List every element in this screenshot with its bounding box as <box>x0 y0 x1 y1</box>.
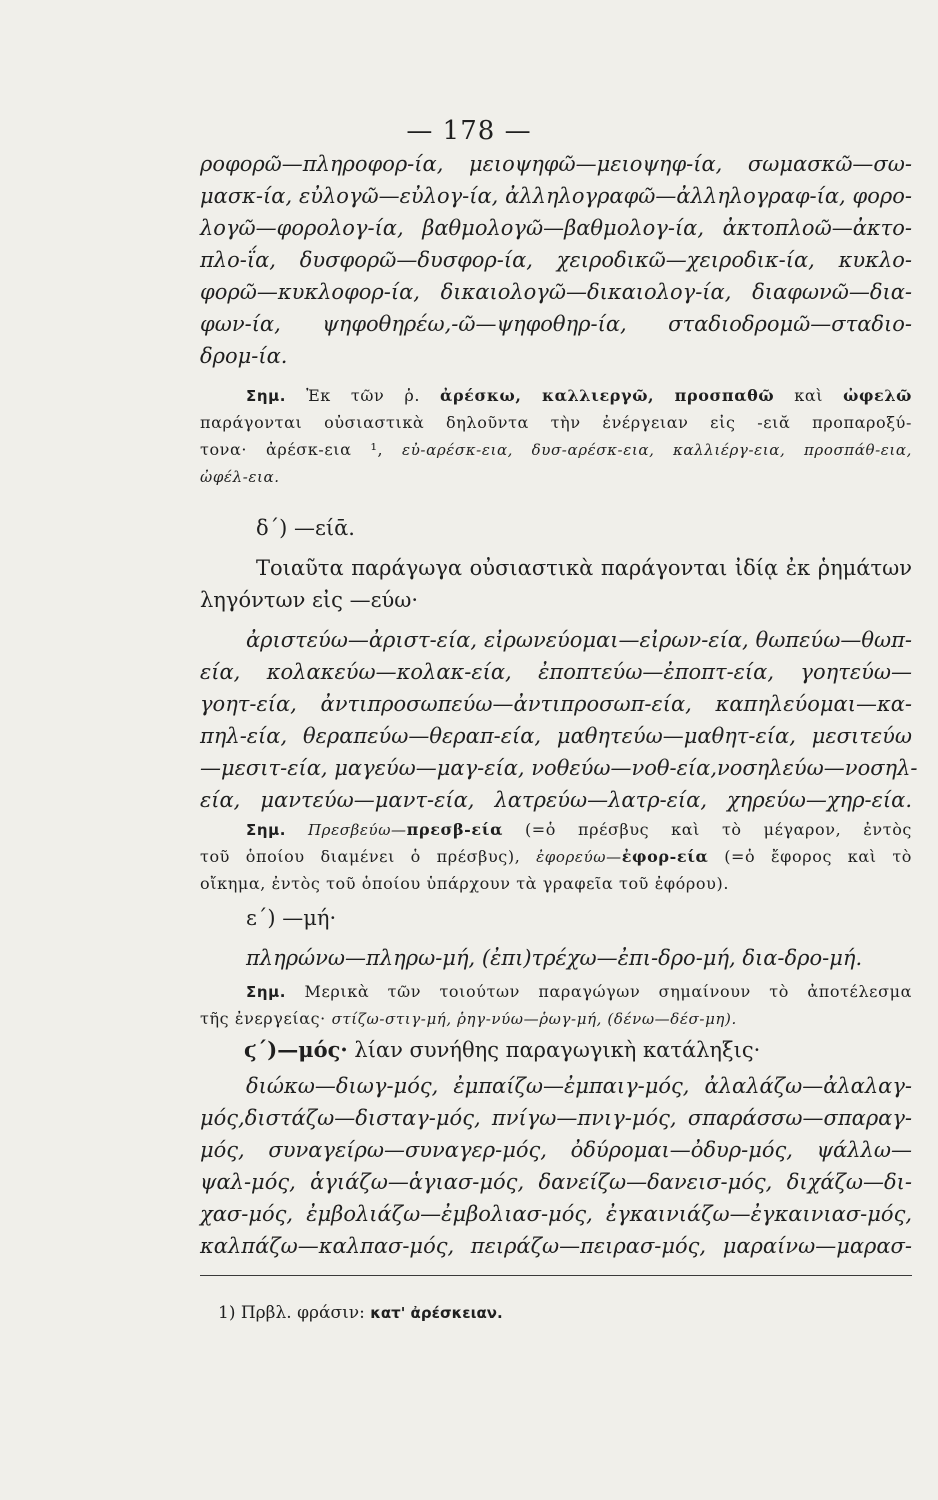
page-number: — 178 — <box>406 116 532 146</box>
text-line: δρομ-ία. <box>200 344 288 368</box>
section-heading-label: ϛ΄)—μός· <box>244 1037 348 1062</box>
intro-d <box>200 552 912 616</box>
note-line <box>200 382 912 409</box>
note-bold-words: ἐφορ-εία <box>621 847 709 866</box>
text-line: εία, κολακεύω—κολακ-εία, ἐποπτεύω—ἐποπτ-εία, γοητεύω— <box>200 660 912 684</box>
note-bold-words: ὠφελῶ <box>843 386 913 405</box>
text-line: πλο-ΐα, δυσφορῶ—δυσφορ-ία, χειροδικῶ—χειροδικ-ία, κυκλο- <box>200 248 912 272</box>
note-line <box>200 978 912 1005</box>
paragraph-derivations-eia <box>200 624 918 816</box>
section-heading <box>244 1034 912 1066</box>
note-mi <box>200 978 912 1032</box>
note-line <box>200 843 912 870</box>
text-line: μός,διστάζω—δισταγ-μός, πνίγω—πνιγ-μός, σπαράσσω—σπαραγ- <box>200 1106 912 1130</box>
text-line: χασ-μός, ἐμβολιάζω—ἐμβολιασ-μός, ἐγκαινιάζω—ἐγκαινιασ-μός, <box>200 1202 912 1226</box>
note-italic-words: Πρεσβεύω— <box>308 821 407 839</box>
note-bold-words: πρεσβ-εία <box>406 820 503 839</box>
note-line <box>200 1005 912 1032</box>
section-heading-f <box>200 1034 912 1066</box>
footnote-bold-words: κατ' ἀρέσκειαν. <box>370 1304 503 1322</box>
text-line: φων-ία, ψηφοθηρέω,-ῶ—ψηφοθηρ-ία, σταδιοδρομῶ—σταδιο- <box>200 312 912 336</box>
note-line <box>200 436 912 463</box>
footnote <box>218 1303 503 1323</box>
note-eia <box>200 382 912 490</box>
text-line: ροφορῶ—πληροφορ-ία, μειοψηφῶ—μειοψηφ-ία, σωμασκῶ—σω- <box>200 152 912 176</box>
note-italic-words: εὐ-αρέσκ-εια, δυσ-αρέσκ-εια, καλλιέργ-εια, προσπάθ-εια, <box>402 441 913 459</box>
note-text: (=ὁ πρέσβυς καὶ τὸ μέγαρον, ἐντὸς <box>524 820 912 839</box>
paragraph-derivations-mos <box>200 1070 912 1262</box>
note-line: οἴκημα, ἐντὸς τοῦ ὁποίου ὑπάρχουν τὰ γραφεῖα τοῦ ἐφόρου). <box>200 874 730 893</box>
text-line: καλπάζω—καλπασ-μός, πειράζω—πειρασ-μός, μαραίνω—μαρασ- <box>200 1234 912 1258</box>
footnote-divider <box>200 1275 912 1276</box>
note-italic-words: ἐφορεύω— <box>536 848 622 866</box>
note-italic-words: ὠφέλ-εια. <box>200 468 280 486</box>
note-label: Σημ. <box>246 387 287 405</box>
note-text: τονα· ἀρέσκ-εια ¹, <box>200 440 384 459</box>
text-line: ἀριστεύω—ἀριστ-εία, εἰρωνεύομαι—εἰρων-εία, θωπεύω—θωπ- <box>246 628 912 652</box>
note-label: Σημ. <box>246 821 287 839</box>
text-line: πηλ-εία, θεραπεύω—θεραπ-εία, μαθητεύω—μαθητ-εία, μεσιτεύω <box>200 724 912 748</box>
note-text: τοῦ ὁποίου διαμένει ὁ πρέσβυς), <box>200 847 521 866</box>
section-heading-e <box>200 902 912 934</box>
note-text: (=ὁ ἔφορος καὶ τὸ <box>724 847 913 866</box>
text-line: Τοιαῦτα παράγωγα οὐσιαστικὰ παράγονται ἰδίᾳ ἐκ ῥημάτων <box>256 556 912 580</box>
note-text: Μερικὰ τῶν τοιούτων παραγώγων σημαίνουν τὸ ἀποτέλεσμα <box>304 982 912 1001</box>
text-line: γοητ-εία, ἀντιπροσωπεύω—ἀντιπροσωπ-εία, καπηλεύομαι—κα- <box>200 692 912 716</box>
note-line <box>200 816 912 843</box>
section-heading-d <box>200 512 912 544</box>
note-line <box>200 463 912 490</box>
note-presbeia <box>200 816 912 897</box>
text-line: ληγόντων εἰς —εύω· <box>200 588 419 612</box>
note-text: τῆς ἐνεργείας· <box>200 1009 326 1028</box>
text-line: —μεσιτ-εία, μαγεύω—μαγ-εία, νοθεύω—νοθ-εία,νοσηλεύω—νοσηλ- <box>200 756 918 780</box>
text-line: ψαλ-μός, ἁγιάζω—ἁγιασ-μός, δανείζω—δανεισ-μός, διχάζω—δι- <box>200 1170 912 1194</box>
text-line: διώκω—διωγ-μός, ἐμπαίζω—ἐμπαιγ-μός, ἀλαλάζω—ἀλαλαγ- <box>246 1074 912 1098</box>
note-label: Σημ. <box>246 983 287 1001</box>
note-italic-words: στίζω-στιγ-μή, ῥηγ-νύω—ῥωγ-μή, (δένω—δέσ-μη). <box>331 1010 737 1028</box>
section-heading: δ΄) —είᾱ. <box>256 516 355 540</box>
paragraph-derivations-ia <box>200 148 912 372</box>
text-line: μός, συναγείρω—συναγερ-μός, ὀδύρομαι—ὀδυρ-μός, ψάλλω— <box>200 1138 912 1162</box>
text-line: λογῶ—φορολογ-ία, βαθμολογῶ—βαθμολογ-ία, ἀκτοπλοῶ—ἀκτο- <box>200 216 912 240</box>
text-line: μασκ-ία, εὐλογῶ—εὐλογ-ία, ἀλληλογραφῶ—ἀλληλογραφ-ία, φορο- <box>200 184 912 208</box>
paragraph-derivations-mi <box>200 942 912 974</box>
section-heading: ε΄) —μή· <box>246 906 337 930</box>
note-line: παράγονται οὐσιαστικὰ δηλοῦντα τὴν ἐνέργειαν εἰς -ειᾰ προπαροξύ- <box>200 413 912 432</box>
note-bold-words: ἀρέσκω, καλλιεργῶ, προσπαθῶ <box>440 386 775 405</box>
text-line: πληρώνω—πληρω-μή, (ἐπι)τρέχω—ἐπι-δρο-μή, δια-δρο-μή. <box>246 946 863 970</box>
note-text: Ἐκ τῶν ῥ. <box>306 386 421 405</box>
footnote-text: 1) Πρβλ. φράσιν: <box>218 1303 365 1323</box>
text-line: εία, μαντεύω—μαντ-εία, λατρεύω—λατρ-εία, χηρεύω—χηρ-εία. <box>200 788 912 812</box>
text-line: φορῶ—κυκλοφορ-ία, δικαιολογῶ—δικαιολογ-ία, διαφωνῶ—δια- <box>200 280 912 304</box>
section-heading-text: λίαν συνήθης παραγωγικὴ κατάληξις· <box>354 1038 761 1062</box>
note-text: καὶ <box>794 386 824 405</box>
